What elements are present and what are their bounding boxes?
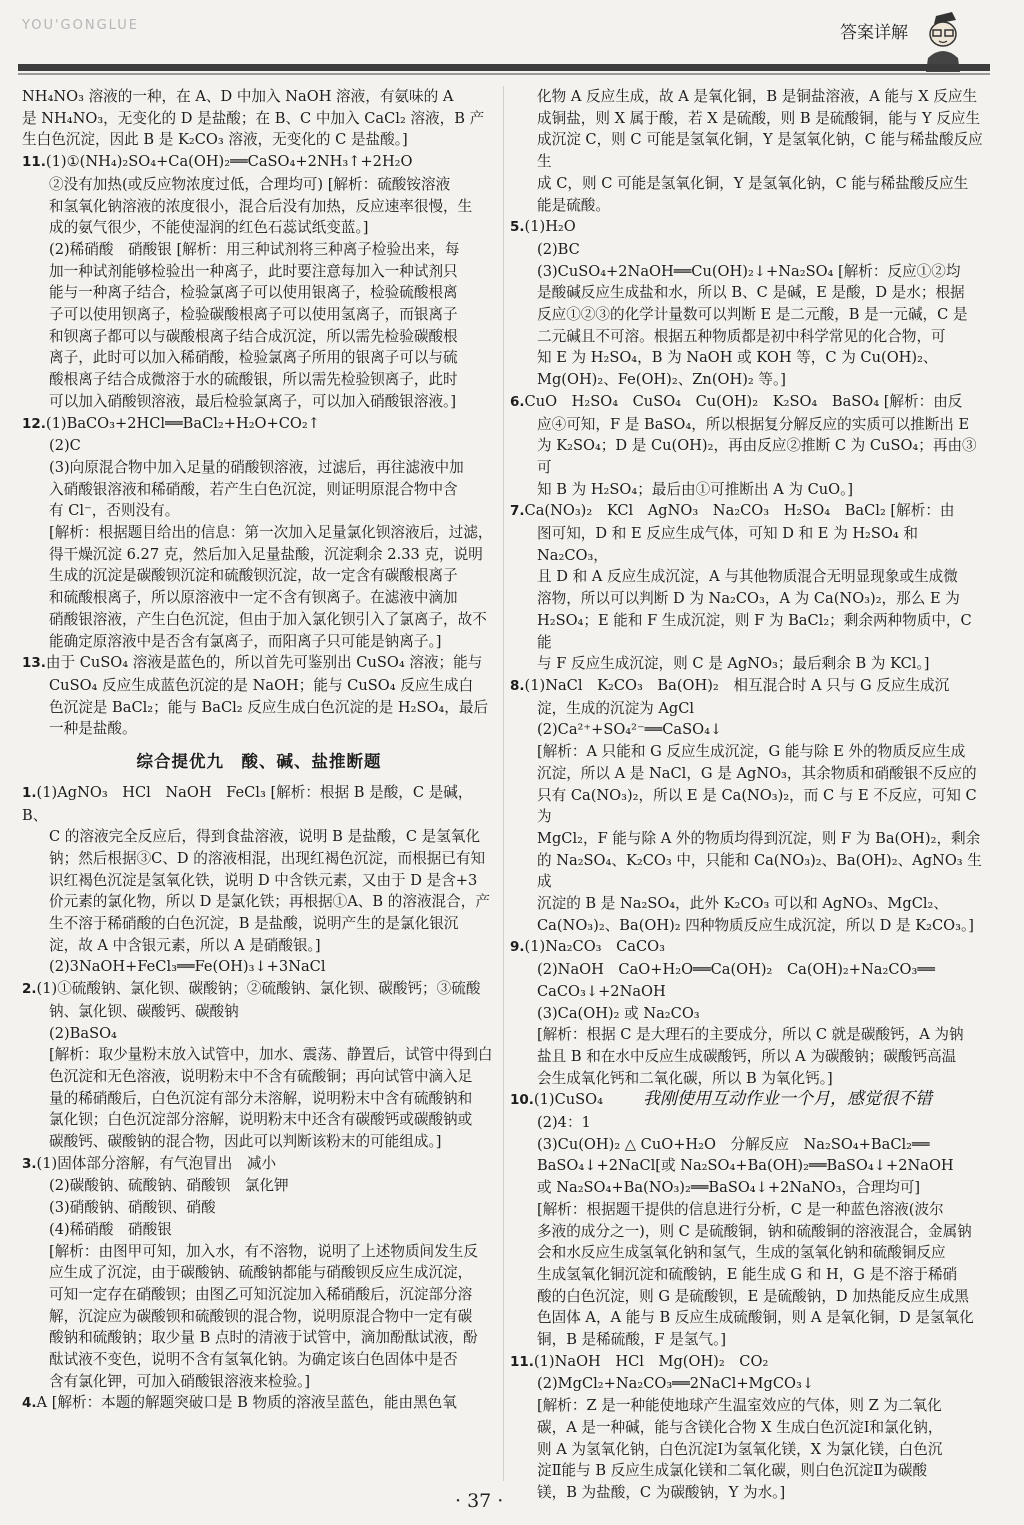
- answer-line: [510, 566, 990, 588]
- answer-text: 会和水反应生成氢氧化钠和氢气，生成的氢氧化钠和硫酸铜反应: [537, 1244, 946, 1262]
- answer-text: [解析：由图甲可知，加入水，有不溶物，说明了上述物质间发生反: [49, 1242, 478, 1260]
- answer-line: [22, 239, 496, 261]
- answer-line: [22, 174, 496, 196]
- answer-line: [510, 261, 990, 283]
- answer-text: 的 Na₂SO₄、K₂CO₃ 中，只能和 Ca(NO₃)₂、Ba(OH)₂、AgNO₃ 生成: [537, 851, 982, 891]
- answer-text: 淀，故 A 中含银元素，所以 A 是硝酸银。]: [49, 936, 321, 954]
- answer-line: [510, 1460, 990, 1482]
- answer-text: (2)Ca²⁺+SO₄²⁻══CaSO₄↓: [537, 721, 723, 739]
- answer-text: 为 K₂SO₄；D 是 Cu(OH)₂，再由反应②推断 C 为 CuSO₄；再由③可: [537, 437, 977, 476]
- answer-text: 可知一定存在硝酸钡；由图乙可知沉淀加入稀硝酸后，沉淀部分溶: [49, 1285, 473, 1303]
- answer-text: 多液的成分之一)，则 C 是硫酸铜，钠和硫酸铜的溶液混合，金属钠: [537, 1222, 972, 1240]
- answer-line: [22, 587, 496, 609]
- page-number: · 37 ·: [455, 1490, 504, 1512]
- answer-text: C 的溶液完全反应后，得到食盐溶液，说明 B 是盐酸，C 是氢氧化: [49, 828, 481, 846]
- answer-text: (1)AgNO₃ HCl NaOH FeCl₃ [解析：根据 B 是酸，C 是碱，B、: [22, 783, 473, 824]
- answer-line: [22, 891, 496, 913]
- answer-text: 有 Cl⁻，否则没有。: [49, 502, 180, 520]
- answer-line: [22, 544, 496, 566]
- answer-line: [510, 129, 990, 172]
- column-divider: [503, 86, 504, 1481]
- answer-line: [22, 217, 496, 239]
- answer-text: [解析：根据题干提供的信息进行分析，C 是一种蓝色溶液(波尔: [537, 1200, 944, 1218]
- answer-line: [22, 282, 496, 304]
- answer-text: (2)C: [49, 437, 81, 455]
- answer-text: 硝酸银溶液，产生白色沉淀，但由于加入氯化钡引入了氯离子，故不: [49, 610, 487, 628]
- answer-line: [510, 1329, 990, 1351]
- answer-text: (2)3NaOH+FeCl₃══Fe(OH)₃↓+3NaCl: [49, 958, 326, 976]
- answer-line: [22, 1327, 496, 1349]
- answer-line: [510, 500, 990, 523]
- answer-line: [510, 1024, 990, 1046]
- answer-line: [510, 1286, 990, 1308]
- answer-line: [510, 523, 990, 566]
- question-number: 8.: [510, 677, 525, 694]
- answer-line: [510, 1439, 990, 1461]
- answer-text: (1)BaCO₃+2HCl══BaCl₂+H₂O+CO₂↑: [45, 414, 320, 432]
- answer-text: 酸钠和硫酸钠；取少量 B 点时的清液于试管中，滴加酚酞试液，酚: [49, 1329, 478, 1347]
- answer-text: 二元碱且不可溶。根据五种物质都是初中科学常见的化合物，可: [537, 327, 946, 345]
- answer-text: 氯化钡；白色沉淀部分溶解，说明粉末中还含有碳酸钙或碳酸钠或: [49, 1111, 473, 1129]
- answer-line: [510, 1089, 990, 1112]
- answer-text: (1)NaCl K₂CO₃ Ba(OH)₂ 相互混合时 A 只与 G 反应生成沉: [524, 676, 950, 694]
- header-rule: [18, 64, 990, 71]
- question-number: 11.: [22, 154, 46, 171]
- answer-line: [510, 1068, 990, 1090]
- answer-text: 反应①②③的化学计量数可以判断 E 是二元酸，B 是一元碱，C 是: [537, 306, 968, 324]
- answer-line: [22, 565, 496, 587]
- answer-text: 图可知，D 和 E 反应生成气体，可知 D 和 E 为 H₂SO₄ 和 Na₂CO₃，: [537, 525, 918, 564]
- answer-line: [510, 108, 990, 130]
- answer-text: 能确定原溶液中是否含有氯离子，而阳离子只可能是钠离子。]: [49, 632, 442, 650]
- answer-text: (4)稀硝酸 硝酸银: [49, 1220, 172, 1238]
- brand-watermark: YOU'GONGLUE: [22, 18, 139, 33]
- answer-text: 和硫酸根离子，所以原溶液中一定不含有钡离子。在滤液中滴加: [49, 589, 458, 607]
- answer-line: [510, 675, 990, 698]
- answer-line: [510, 936, 990, 959]
- question-number: 13.: [22, 655, 46, 672]
- answer-text: 铜，B 是稀硫酸，F 是氢气。]: [537, 1331, 727, 1349]
- answer-line: [22, 1109, 496, 1131]
- answer-text: 得干燥沉淀 6.27 克，然后加入足量盐酸，沉淀剩余 2.33 克，说明: [49, 545, 483, 563]
- answer-line: [22, 151, 496, 174]
- answer-line: [510, 1155, 990, 1177]
- answer-text: [解析：A 只能和 G 反应生成沉淀，G 能与除 E 外的物质反应生成: [537, 743, 966, 761]
- answer-text: (2)BC: [537, 240, 580, 258]
- answer-text: (1)NaOH HCl Mg(OH)₂ CO₂: [533, 1352, 769, 1370]
- answer-line: [510, 1417, 990, 1439]
- answer-line: [510, 435, 990, 478]
- answer-text: H₂SO₄；E 能和 F 生成沉淀，则 F 为 BaCl₂；剩余两种物质中，C 能: [537, 611, 972, 651]
- answer-line: [22, 391, 496, 413]
- answer-line: [510, 1395, 990, 1417]
- question-number: 10.: [510, 1092, 534, 1109]
- answer-line: [22, 609, 496, 631]
- answer-line: [510, 588, 990, 610]
- answer-text: [解析：根据 C 是大理石的主要成分，所以 C 就是碳酸钙，A 为钠: [537, 1026, 964, 1044]
- answer-text: (1)固体部分溶解，有气泡冒出 减小: [36, 1154, 277, 1172]
- answer-line: [510, 981, 990, 1003]
- answer-line: [22, 1197, 496, 1219]
- answer-line: [22, 1371, 496, 1393]
- answer-line: [22, 956, 496, 978]
- answer-line: [510, 698, 990, 720]
- question-number: 11.: [510, 1353, 534, 1370]
- answer-text: 量的稀硝酸后，白色沉淀有部分未溶解，说明粉末中含有硫酸钠和: [49, 1089, 473, 1107]
- answer-line: [22, 652, 496, 675]
- answer-text: 和钡离子都可以与碳酸根离子结合成沉淀，所以需先检验碳酸根: [49, 327, 458, 345]
- question-number: 9.: [510, 939, 525, 956]
- answer-text: NH₄NO₃ 溶液的一种，在 A、D 中加入 NaOH 溶液，有氨味的 A: [22, 88, 454, 105]
- answer-line: [22, 675, 496, 697]
- answer-text: 酞试液不变色，说明不含有氢氧化钠。为确定该白色固体中是否: [49, 1351, 458, 1369]
- answer-line: [22, 782, 496, 826]
- answer-line: [22, 1262, 496, 1284]
- answer-text: 一种是盐酸。: [49, 720, 137, 738]
- answer-text: 子可以使用钡离子，检验碳酸根离子可以使用氢离子，而银离子: [49, 306, 458, 324]
- answer-line: [510, 282, 990, 304]
- question-number: 1.: [22, 784, 37, 801]
- answer-text: (1)CuSO₄: [533, 1091, 603, 1109]
- answer-text: 生白色沉淀，因此 B 是 K₂CO₃ 溶液，无变化的 C 是盐酸。]: [22, 131, 408, 149]
- answer-text: 与 F 反应生成沉淀，则 C 是 AgNO₃；最后剩余 B 为 KCl。]: [537, 655, 930, 673]
- answer-line: [22, 1044, 496, 1066]
- answer-line: [510, 959, 990, 981]
- answer-text: 成铜盐，则 X 属于酸，若 X 是硫酸，则 B 是硫酸铜，能与 Y 反应生: [537, 109, 981, 127]
- answer-line: [510, 1307, 990, 1329]
- answer-text: 酸根离子结合成微溶于水的硫酸银，所以需先检验钡离子，此时: [49, 371, 458, 389]
- answer-text: 色沉淀和无色溶液，说明粉末中不含有硫酸铜；再向试管中滴入足: [49, 1067, 473, 1085]
- answer-line: [510, 216, 990, 239]
- header-rule-thin: [18, 73, 990, 75]
- answer-text: (1)Na₂CO₃ CaCO₃: [524, 938, 665, 956]
- answer-text: (3)CuSO₄+2NaOH══Cu(OH)₂↓+Na₂SO₄ [解析：反应①②均: [537, 262, 961, 280]
- answer-line: [22, 196, 496, 218]
- question-number: 6.: [510, 393, 525, 410]
- answer-line: [22, 326, 496, 348]
- answer-line: [510, 763, 990, 785]
- answer-text: CuSO₄ 反应生成蓝色沉淀的是 NaOH；能与 CuSO₄ 反应生成白: [49, 676, 474, 694]
- answer-text: 应生成了沉淀，由于碳酸钠、硫酸钠都能与硝酸钡反应生成沉淀，: [49, 1264, 473, 1282]
- answer-text: 成的氨气很少，不能使湿润的红色石蕊试纸变蓝。]: [49, 219, 369, 237]
- answer-line: [22, 1284, 496, 1306]
- answer-line: [22, 86, 496, 108]
- answer-text: 淀Ⅱ能与 B 反应生成氯化镁和二氧化碳，则白色沉淀Ⅱ为碳酸: [537, 1462, 928, 1480]
- answer-line: [510, 1242, 990, 1264]
- answer-text: 入硝酸银溶液和稀硝酸，若产生白色沉淀，则证明原混合物中含: [49, 480, 458, 498]
- answer-line: [510, 1351, 990, 1374]
- answer-line: [22, 479, 496, 501]
- answer-text: Ca(NO₃)₂、Ba(OH)₂ 四种物质反应生成沉淀，所以 D 是 K₂CO₃。]: [537, 916, 974, 934]
- answer-line: [22, 826, 496, 848]
- question-number: 12.: [22, 415, 46, 432]
- answer-text: 碳酸钙、碳酸钠的混合物，因此可以判断该粉末的可能组成。]: [49, 1133, 442, 1151]
- answer-line: [510, 239, 990, 261]
- section-title: 答案详解: [840, 23, 908, 43]
- answer-line: [22, 500, 496, 522]
- answer-text: 色固体 A，A 能与 B 反应生成硫酸铜，则 A 是氧化铜，D 是氢氧化: [537, 1309, 974, 1327]
- answer-text: 解，沉淀应为碳酸钡和硫酸钡的混合物，说明原混合物中一定有碳: [49, 1307, 473, 1325]
- answer-text: 只有 Ca(NO₃)₂，所以 E 是 Ca(NO₃)₂，而 C 与 E 不反应，可知 C 为: [537, 786, 977, 826]
- answer-text: 沉淀，所以 A 是 NaCl，G 是 AgNO₃，其余物质和硝酸银不反应的: [537, 764, 977, 782]
- answer-line: [510, 610, 990, 653]
- answer-line: [510, 195, 990, 217]
- answer-line: [22, 1392, 496, 1415]
- answer-line: [22, 1023, 496, 1045]
- answer-text: (2)MgCl₂+Na₂CO₃══2NaCl+MgCO₃↓: [537, 1375, 815, 1393]
- answer-text: 钠、氯化钡、碳酸钙、碳酸钠: [49, 1002, 239, 1020]
- answer-text: 碳，A 是一种碱，能与含镁化合物 X 生成白色沉淀Ⅰ和氯化钠，: [537, 1418, 943, 1436]
- question-number: 3.: [22, 1155, 37, 1172]
- answer-text: 生不溶于稀硝酸的白色沉淀，B 是盐酸，说明产生的是氯化银沉: [49, 915, 459, 933]
- answer-text: (2)4：1: [537, 1114, 591, 1132]
- answer-line: [22, 935, 496, 957]
- answer-line: [510, 785, 990, 828]
- answer-line: [22, 1153, 496, 1176]
- answer-line: [510, 1134, 990, 1156]
- answer-text: 应④可知，F 是 BaSO₄，所以根据复分解反应的实质可以推断出 E: [537, 415, 970, 433]
- answer-line: [510, 1264, 990, 1286]
- answer-line: [22, 1219, 496, 1241]
- answer-line: [22, 631, 496, 653]
- answer-text: BaSO₄↓+2NaCl[或 Na₂SO₄+Ba(OH)₂══BaSO₄↓+2NaOH: [537, 1157, 954, 1175]
- answer-line: [510, 1046, 990, 1068]
- answer-line: [510, 1003, 990, 1025]
- answer-line: [510, 326, 990, 348]
- answer-line: [22, 1175, 496, 1197]
- answer-text: MgCl₂，F 能与除 A 外的物质均得到沉淀，则 F 为 Ba(OH)₂，剩余: [537, 829, 981, 847]
- answer-line: [510, 347, 990, 369]
- answer-text: (3)向原混合物中加入足量的硝酸钡溶液，过滤后，再往滤液中加: [49, 458, 464, 476]
- answer-line: [22, 369, 496, 391]
- answer-text: 色沉淀是 BaCl₂；能与 BaCl₂ 反应生成白色沉淀的是 H₂SO₄，最后: [49, 698, 489, 716]
- answer-text: (1)①(NH₄)₂SO₄+Ca(OH)₂══CaSO₄+2NH₃↑+2H₂O: [45, 153, 413, 171]
- answer-line: [510, 915, 990, 937]
- answer-text: 是酸碱反应生成盐和水，所以 B、C 是碱，E 是酸，D 是水；根据: [537, 284, 965, 302]
- answer-line: [510, 893, 990, 915]
- answer-line: [510, 653, 990, 675]
- answer-text: [解析：取少量粉末放入试管中，加水、震荡、静置后，试管中得到白: [49, 1046, 493, 1064]
- answer-line: [510, 479, 990, 501]
- answer-text: 成 C，则 C 可能是氢氧化铜，Y 是氢氧化钠，C 能与稀盐酸反应生: [537, 174, 969, 192]
- answer-line: [510, 1482, 990, 1504]
- answer-line: [510, 1373, 990, 1395]
- answer-text: 且 D 和 A 反应生成沉淀，A 与其他物质混合无明显现象或生成微: [537, 568, 958, 586]
- answer-line: [510, 414, 990, 436]
- answer-text: 可以加入硝酸钡溶液，最后检验氯离子，可以加入硝酸银溶液。]: [49, 392, 457, 410]
- answer-line: [22, 913, 496, 935]
- answer-text: (1)H₂O: [524, 218, 576, 236]
- answer-line: [22, 718, 496, 740]
- answer-line: [510, 1112, 990, 1134]
- right-column: [510, 86, 990, 1504]
- answer-text: 酸的白色沉淀，则 G 是硫酸钡，E 是硫酸钠，D 加热能反应生成黑: [537, 1287, 970, 1305]
- answer-line: [22, 1131, 496, 1153]
- answer-line: [510, 850, 990, 893]
- answer-text: 生成的沉淀是碳酸钡沉淀和硫酸钡沉淀，故一定含有碳酸根离子: [49, 567, 458, 585]
- answer-line: [510, 828, 990, 850]
- answer-text: 淀，生成的沉淀为 AgCl: [537, 699, 695, 717]
- answer-line: [510, 391, 990, 414]
- answer-text: 识红褐色沉淀是氢氧化铁，说明 D 中含铁元素，又由于 D 是含+3: [49, 871, 478, 889]
- question-number: 5.: [510, 219, 525, 236]
- section-heading: 综合提优九 酸、碱、盐推断题: [136, 752, 382, 772]
- answer-line: [510, 1177, 990, 1199]
- answer-line: [510, 86, 990, 108]
- answer-text: 含有氯化钾，可加入硝酸银溶液来检验。]: [49, 1372, 311, 1390]
- answer-text: 知 E 为 H₂SO₄，B 为 NaOH 或 KOH 等，C 为 Cu(OH)₂、: [537, 349, 938, 367]
- answer-text: Mg(OH)₂、Fe(OH)₂、Zn(OH)₂ 等。]: [537, 371, 786, 389]
- answer-line: [22, 1088, 496, 1110]
- answer-line: [22, 129, 496, 151]
- answer-line: [22, 697, 496, 719]
- answer-line: [22, 848, 496, 870]
- answer-line: [22, 347, 496, 369]
- answer-line: [510, 173, 990, 195]
- handwritten-note: 我刚使用互动作业一个月，感觉很不错: [642, 1089, 932, 1110]
- answer-text: (2)碳酸钠、硫酸钠、硝酸钡 氯化钾: [49, 1177, 289, 1195]
- left-column: [22, 86, 496, 1415]
- answer-text: 会生成氧化钙和二氧化碳，所以 B 为氧化钙。]: [537, 1069, 833, 1087]
- answer-line: [22, 413, 496, 436]
- answer-text: (2)稀硝酸 硝酸银 [解析：用三种试剂将三种离子检验出来，每: [49, 240, 460, 258]
- answer-line: [22, 1306, 496, 1328]
- answer-text: 由于 CuSO₄ 溶液是蓝色的，所以首先可鉴别出 CuSO₄ 溶液；能与: [45, 654, 483, 672]
- answer-text: ②没有加热(或反应物浓度过低，合理均可) [解析：硫酸铵溶液: [49, 175, 451, 193]
- answer-text: (3)Cu(OH)₂ △ CuO+H₂O 分解反应 Na₂SO₄+BaCl₂══: [537, 1135, 930, 1153]
- answer-line: [22, 304, 496, 326]
- answer-text: 离子，此时可以加入稀硝酸，检验氯离子所用的银离子可以与硫: [49, 349, 458, 367]
- answer-line: [22, 261, 496, 283]
- answer-text: 能与一种离子结合，检验氯离子可以使用银离子，检验硫酸根离: [49, 284, 458, 302]
- answer-text: CaCO₃↓+2NaOH: [537, 982, 666, 1000]
- question-number: 4.: [22, 1395, 37, 1412]
- answer-line: [510, 719, 990, 741]
- answer-line: [22, 435, 496, 457]
- answer-line: [22, 978, 496, 1001]
- answer-line: [510, 1199, 990, 1221]
- answer-line: [510, 369, 990, 391]
- answer-text: CuO H₂SO₄ CuSO₄ Cu(OH)₂ K₂SO₄ BaSO₄ [解析：由反: [524, 392, 963, 410]
- answer-text: 是 NH₄NO₃，无变化的 D 是盐酸；在 B、C 中加入 CaCl₂ 溶液，B 产: [22, 109, 485, 127]
- answer-line: [22, 522, 496, 544]
- answer-text: 成沉淀 C，则 C 可能是氢氧化铜，Y 是氢氧化钠，C 能与稀盐酸反应生: [537, 131, 983, 171]
- answer-line: [22, 1241, 496, 1263]
- answer-text: A [解析：本题的解题突破口是 B 物质的溶液呈蓝色，能由黑色氧: [36, 1394, 457, 1412]
- answer-text: 钠；然后根据③C、D 的溶液相混，出现红褐色沉淀，而根据已有知: [49, 849, 486, 867]
- answer-text: (2)BaSO₄: [49, 1024, 117, 1042]
- answer-line: [22, 1349, 496, 1371]
- answer-text: 镁，B 为盐酸，C 为碳酸钠，Y 为水。]: [537, 1484, 786, 1501]
- answer-text: 能是硫酸。: [537, 196, 610, 214]
- answer-text: 加一种试剂能够检验出一种离子，此时要注意每加入一种试剂只: [49, 262, 458, 280]
- answer-text: 盐且 B 和在水中反应生成碳酸钙，所以 A 为碳酸钠；碳酸钙高温: [537, 1047, 957, 1065]
- answer-text: [解析：Z 是一种能使地球产生温室效应的气体，则 Z 为二氧化: [537, 1397, 942, 1415]
- question-number: 2.: [22, 981, 37, 998]
- answer-text: (3)硝酸钠、硝酸钡、硝酸: [49, 1199, 216, 1217]
- answer-text: 沉淀的 B 是 Na₂SO₄，此外 K₂CO₃ 可以和 AgNO₃、MgCl₂、: [537, 895, 948, 913]
- answer-line: [22, 1001, 496, 1023]
- answer-line: [22, 457, 496, 479]
- answer-text: 生成氢氧化铜沉淀和硫酸钠，E 能生成 G 和 H，G 是不溶于稀硝: [537, 1265, 958, 1283]
- answer-text: [解析：根据题目给出的信息：第一次加入足量氯化钡溶液后，过滤，: [49, 524, 493, 542]
- answer-text: 溶物，所以可以判断 D 为 Na₂CO₃，A 为 Ca(NO₃)₂，那么 E 为: [537, 590, 960, 608]
- answer-text: (2)NaOH CaO+H₂O══Ca(OH)₂ Ca(OH)₂+Na₂CO₃══: [537, 961, 935, 979]
- answer-line: [510, 1221, 990, 1243]
- answer-line: [22, 1066, 496, 1088]
- question-number: 7.: [510, 503, 525, 520]
- answer-text: 或 Na₂SO₄+Ba(NO₃)₂══BaSO₄↓+2NaNO₃，合理均可]: [537, 1179, 921, 1197]
- answer-text: 和氢氧化钠溶液的浓度很小，混合后没有加热，反应速率很慢，生: [49, 197, 473, 215]
- answer-line: [22, 870, 496, 892]
- answer-text: 价元素的氯化物，所以 D 是氯化铁；再根据①A、B 的溶液混合，产: [49, 893, 490, 911]
- answer-line: [510, 741, 990, 763]
- answer-text: 知 B 为 H₂SO₄；最后由①可推断出 A 为 CuO。]: [537, 480, 854, 498]
- answer-text: Ca(NO₃)₂ KCl AgNO₃ Na₂CO₃ H₂SO₄ BaCl₂ [解析：由: [524, 502, 955, 520]
- answer-text: 化物 A 反应生成，故 A 是氧化铜，B 是铜盐溶液，A 能与 X 反应生: [537, 88, 978, 105]
- answer-text: (3)Ca(OH)₂ 或 Na₂CO₃: [537, 1004, 700, 1022]
- answer-text: (1)①硫酸钠、氯化钡、碳酸钠；②硫酸钠、氯化钡、碳酸钙；③硫酸: [36, 980, 481, 998]
- answer-text: 则 A 为氢氧化钠，白色沉淀Ⅰ为氢氧化镁，X 为氯化镁，白色沉: [537, 1440, 943, 1458]
- answer-line: [22, 108, 496, 130]
- answer-line: [510, 304, 990, 326]
